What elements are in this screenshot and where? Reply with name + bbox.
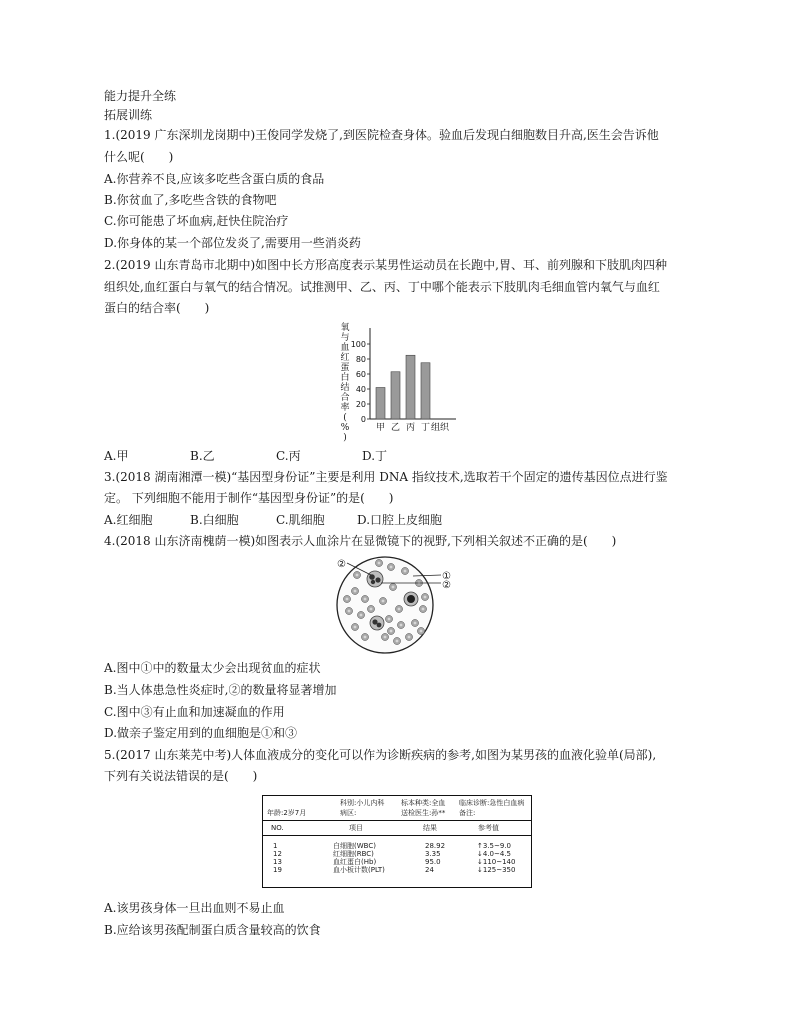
lab-report	[262, 795, 532, 888]
report-header-result: 结果	[423, 824, 437, 832]
q2-stem-line1: 2.(2019 山东青岛市北期中)如图中长方形高度表示某男性运动员在长跑中,胃、耳、前列腺和下肢肌肉四种	[104, 258, 667, 272]
chart-y-axis-label-char: 结	[340, 383, 350, 393]
q1-option-c: C.你可能患了坏血病,赶快住院治疗	[104, 214, 289, 228]
section-title: 能力提升全练	[104, 89, 177, 103]
chart-y-tick-label: 0	[360, 415, 366, 424]
q2-option-d: D.丁	[362, 449, 388, 463]
report-doctor: 送检医生:孙**	[401, 809, 446, 817]
report-header-no: NO.	[271, 824, 284, 832]
q2-option-b: B.乙	[190, 449, 215, 463]
q2-stem-line3: 蛋白的结合率( )	[104, 301, 210, 315]
report-cell-no: 19	[273, 866, 282, 874]
chart-y-axis-label-char: 氧	[340, 323, 350, 333]
chart-y-tick-label: 60	[355, 370, 366, 379]
q3-option-d: D.口腔上皮细胞	[357, 513, 443, 527]
report-cell-reference: ↓125~350	[477, 866, 516, 874]
chart-y-axis-label	[340, 321, 349, 442]
chart-bar-0	[376, 388, 385, 420]
report-cell-no: 1	[273, 842, 278, 850]
report-cell-reference: ↓4.0~4.5	[477, 850, 511, 858]
chart-y-axis-label-char: 血	[340, 343, 350, 353]
report-age: 年龄:2岁7月	[267, 809, 307, 817]
q4-option-a: A.图中①中的数量太少会出现贫血的症状	[104, 661, 321, 675]
chart-x-tick-label: 甲	[375, 423, 386, 433]
chart-y-axis-label-char: %	[340, 423, 350, 433]
report-department: 科别:小儿内科	[340, 799, 385, 807]
q3-options	[104, 512, 504, 528]
chart-x-axis-label: 组织	[430, 423, 450, 433]
report-cell-result: 3.35	[425, 850, 441, 858]
report-ward: 病区:	[340, 809, 357, 817]
report-cell-item: 红细胞(RBC)	[333, 850, 374, 858]
q2-option-c: C.丙	[276, 449, 301, 463]
chart-y-tick-label: 80	[355, 355, 366, 364]
report-cell-no: 12	[273, 850, 282, 858]
blood-smear-figure	[335, 553, 465, 655]
report-divider-top	[263, 820, 531, 821]
report-cell-no: 13	[273, 858, 282, 866]
report-cell-result: 95.0	[425, 858, 441, 866]
chart-x-tick-label: 乙	[390, 423, 401, 433]
chart-y-tick-label: 40	[355, 385, 366, 394]
section-subtitle: 拓展训练	[104, 108, 153, 122]
q3-option-a: A.红细胞	[104, 513, 153, 527]
chart-y-axis-label-char: )	[343, 433, 347, 442]
q3-option-b: B.白细胞	[190, 513, 239, 527]
q2-stem-line2: 组织处,血红蛋白与氧气的结合情况。试推测甲、乙、丙、丁中哪个能表示下肢肌肉毛细血管内氧气与血红	[104, 280, 660, 294]
report-divider-header	[263, 835, 531, 836]
q5-option-b: B.应给该男孩配制蛋白质含量较高的饮食	[104, 923, 321, 937]
report-cell-item: 血小板计数(PLT)	[333, 866, 385, 874]
q3-stem-line1: 3.(2018 湖南湘潭一模)“基因型身份证”主要是利用 DNA 指纹技术,选取若干个固定的遗传基因位点进行鉴	[104, 470, 668, 484]
q1-stem-line1: 1.(2019 广东深圳龙岗期中)王俊同学发烧了,到医院检查身体。验血后发现白细胞数目升高,医生会告诉他	[104, 128, 659, 142]
q1-option-a: A.你营养不良,应该多吃些含蛋白质的食品	[104, 172, 325, 186]
chart-y-tick-label: 20	[355, 400, 366, 409]
q3-option-c: C.肌细胞	[276, 513, 325, 527]
figure-label-left: ②	[337, 559, 346, 570]
q2-option-a: A.甲	[104, 449, 129, 463]
chart-bar-3	[421, 363, 430, 419]
chart-y-axis-label-char: 红	[340, 353, 350, 363]
chart-bar-2	[406, 355, 415, 419]
q4-option-c: C.图中③有止血和加速凝血的作用	[104, 705, 285, 719]
q1-option-d: D.你身体的某一个部位发炎了,需要用一些消炎药	[104, 236, 361, 250]
q2-options	[104, 448, 504, 464]
q1-stem-line2: 什么呢( )	[104, 150, 174, 164]
q4-stem-line1: 4.(2018 山东济南槐荫一模)如图表示人血涂片在显微镜下的视野,下列相关叙述不正确的是( )	[104, 534, 617, 548]
q1-option-b: B.你贫血了,多吃些含铁的食物吧	[104, 193, 277, 207]
report-cell-reference: ↑3.5~9.0	[477, 842, 511, 850]
q4-option-d: D.做亲子鉴定用到的血细胞是①和③	[104, 726, 298, 740]
chart-x-tick-label: 丁	[420, 423, 431, 433]
report-cell-result: 24	[425, 866, 434, 874]
report-header-reference: 参考值	[478, 824, 499, 832]
chart-x-tick-label: 丙	[405, 423, 416, 433]
chart-y-tick-label: 100	[350, 340, 366, 349]
figure-label-right-top: ①	[442, 571, 451, 582]
chart-y-axis-label-char: 与	[340, 333, 350, 343]
report-cell-item: 血红蛋白(Hb)	[333, 858, 377, 866]
chart-y-axis-label-char: 蛋	[340, 363, 350, 373]
chart-y-axis-label-char: 率	[340, 403, 350, 413]
q5-stem-line1: 5.(2017 山东莱芜中考)人体血液成分的变化可以作为诊断疾病的参考,如图为某男孩的血液化验单(局部),	[104, 748, 657, 762]
report-cell-item: 白细胞(WBC)	[333, 842, 376, 850]
chart-y-axis-label-char: (	[343, 413, 347, 423]
q3-stem-line2: 定。 下列细胞不能用于制作“基因型身份证”的是( )	[104, 491, 394, 505]
chart-bar-1	[391, 372, 400, 419]
report-remark: 备注:	[459, 809, 476, 817]
figure-label-right-bottom: ②	[442, 580, 451, 591]
report-diagnosis: 临床诊断:急性白血病	[459, 799, 525, 807]
q4-option-b: B.当人体患急性炎症时,②的数量将显著增加	[104, 683, 337, 697]
chart-y-axis-label-char: 白	[340, 373, 350, 383]
report-cell-reference: ↓110~140	[477, 858, 516, 866]
q5-option-a: A.该男孩身体一旦出血则不易止血	[104, 901, 285, 915]
oxygen-binding-bar-chart	[330, 320, 470, 442]
report-sample-type: 标本种类:全血	[401, 799, 446, 807]
chart-y-axis-label-char: 合	[340, 393, 350, 403]
q5-stem-line2: 下列有关说法错误的是( )	[104, 769, 258, 783]
report-header-item: 项目	[349, 824, 363, 832]
report-cell-result: 28.92	[425, 842, 446, 850]
